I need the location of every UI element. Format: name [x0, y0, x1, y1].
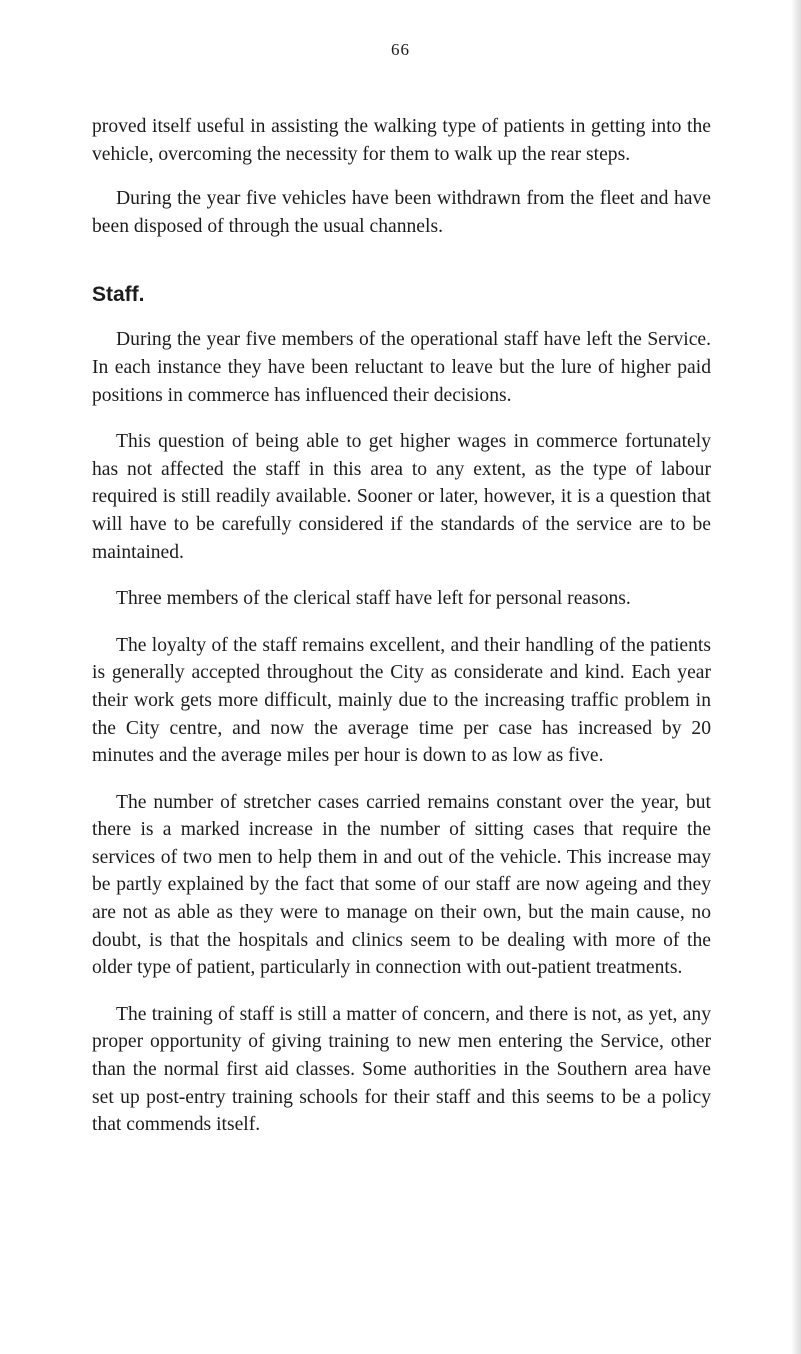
paragraph-clerical-staff: Three members of the clerical staff have left for personal reasons.	[116, 588, 631, 610]
section-heading-staff: Staff.	[92, 283, 145, 307]
paragraph-higher-wages: This question of being able to get higher wages in commerce fortunately has not affected the staff in this area to any extent, as the type of labour required is still readily available. Sooner or later, however, it is a question that will have to be carefully considered if the standards of the service are to be maintained.	[92, 431, 711, 563]
page-number: 66	[391, 40, 410, 59]
paragraph-continuation: proved itself useful in assisting the walking type of patients in getting into the vehicle, overcoming the necessity for them to walk up the rear steps.	[92, 116, 711, 165]
paragraph-operational-staff: During the year five members of the operational staff have left the Service. In each instance they have been reluctant to leave but the lure of higher paid positions in commerce has influenced their decisions.	[92, 329, 711, 406]
document-body	[92, 113, 711, 1139]
paragraph-staff-loyalty: The loyalty of the staff remains excellent, and their handling of the patients is generally accepted throughout the City as considerate and kind. Each year their work gets more difficult, mainly due to the increasing traffic problem in the City centre, and now the average time per case has increased by 20 minutes and the average miles per hour is down to as low as five.	[92, 634, 711, 767]
paragraph-stretcher-cases: The number of stretcher cases carried remains constant over the year, but there is a marked increase in the number of sitting cases that require the services of two men to help them in and out of the vehicle. This increase may be partly explained by the fact that some of our staff are now ageing and they are not as able as they were to manage on their own, but the main cause, no doubt, is that the hospitals and clinics seem to be dealing with more of the older type of patient, particularly in connection with out-patient treatments.	[92, 791, 711, 979]
page-edge-shadow	[791, 0, 801, 1354]
paragraph-staff-training: The training of staff is still a matter of concern, and there is not, as yet, any proper opportunity of giving training to new men entering the Service, other than the normal first aid classes. Some authorities in the Southern area have set up post-entry training schools for their staff and this seems to be a policy that commends itself.	[92, 1003, 711, 1136]
paragraph-vehicles-withdrawn: During the year five vehicles have been withdrawn from the fleet and have been disposed of through the usual channels.	[92, 188, 711, 237]
